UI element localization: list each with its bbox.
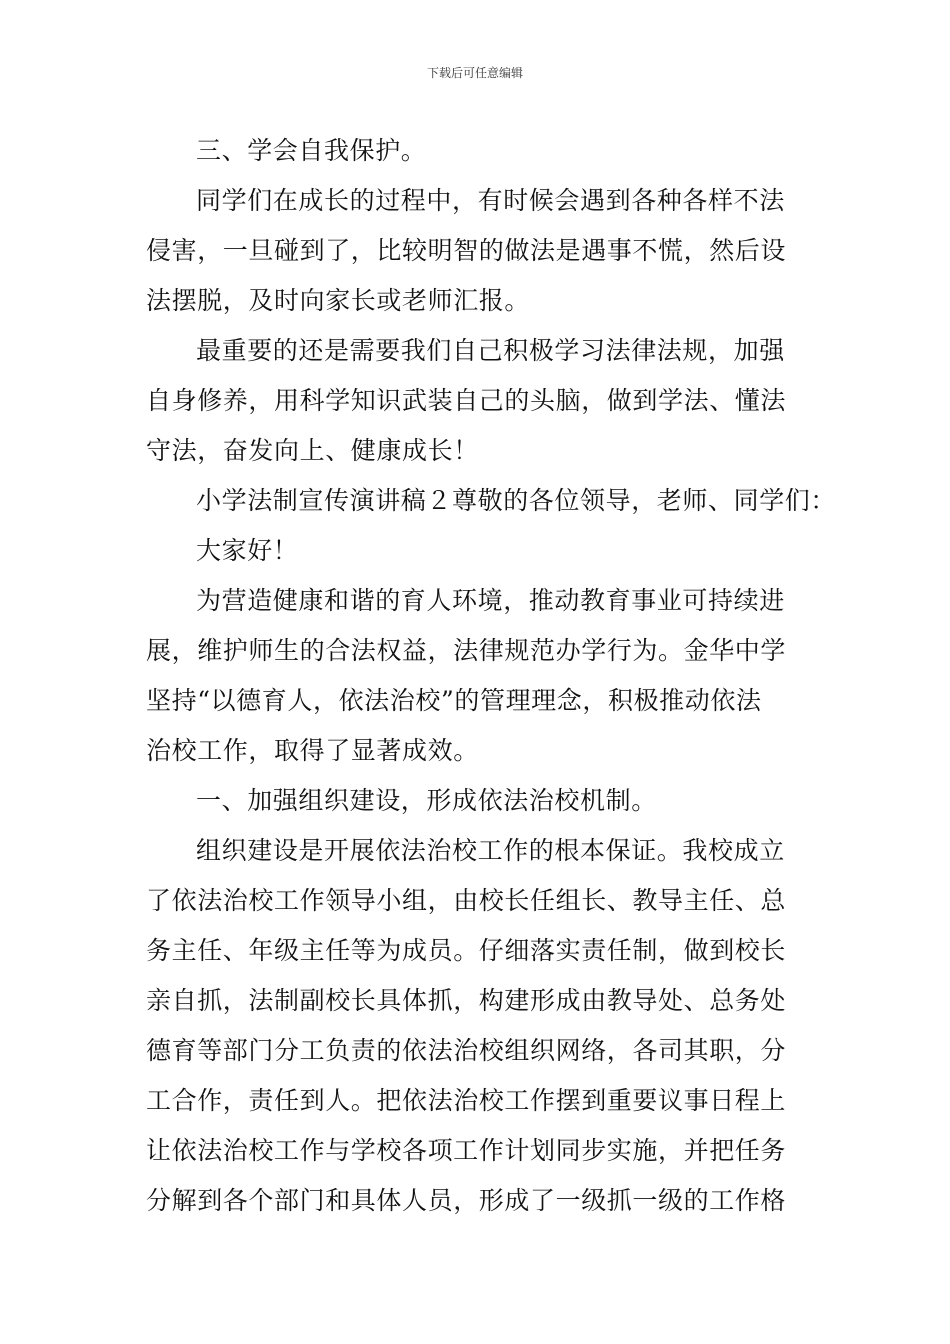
text-line: 守法，奋发向上、健康成长！	[146, 436, 479, 465]
text-line: 大家好！	[196, 536, 299, 565]
text-line: 组织建设是开展依法治校工作的根本保证。我校成立	[196, 836, 785, 865]
text-line: 分解到各个部门和具体人员，形成了一级抓一级的工作格	[146, 1186, 787, 1215]
text-line: 让依法治校工作与学校各项工作计划同步实施，并把任务	[146, 1136, 787, 1165]
text-line: 小学法制宣传演讲稿２尊敬的各位领导，老师、同学们：	[196, 486, 837, 515]
page-header: 下载后可任意编辑	[426, 66, 523, 80]
text-line: 工合作，责任到人。把依法治校工作摆到重要议事日程上	[146, 1086, 787, 1115]
text-line: 法摆脱，及时向家长或老师汇报。	[146, 286, 531, 315]
text-line: 自身修养，用科学知识武装自己的头脑，做到学法、懂法	[146, 386, 787, 415]
text-line: 坚持“以德育人，依法治校”的管理理念，积极推动依法	[146, 686, 762, 715]
text-line: 三、学会自我保护。	[196, 136, 427, 165]
document-body	[146, 126, 836, 1226]
text-line: 最重要的还是需要我们自己积极学习法律法规，加强	[196, 336, 785, 365]
text-line: 德育等部门分工负责的依法治校组织网络，各司其职，分	[146, 1036, 787, 1065]
text-line: 了依法治校工作领导小组，由校长任组长、教导主任、总	[146, 886, 787, 915]
text-line: 治校工作，取得了显著成效。	[146, 736, 479, 765]
text-line: 侵害，一旦碰到了，比较明智的做法是遇事不慌，然后设	[146, 236, 787, 265]
text-line: 同学们在成长的过程中，有时候会遇到各种各样不法	[196, 186, 785, 215]
text-line: 亲自抓，法制副校长具体抓，构建形成由教导处、总务处	[146, 986, 787, 1015]
text-line: 展，维护师生的合法权益，法律规范办学行为。金华中学	[146, 636, 787, 665]
text-line: 一、加强组织建设，形成依法治校机制。	[196, 786, 657, 815]
text-line: 务主任、年级主任等为成员。仔细落实责任制，做到校长	[146, 936, 787, 965]
text-line: 为营造健康和谐的育人环境，推动教育事业可持续进	[196, 586, 785, 615]
